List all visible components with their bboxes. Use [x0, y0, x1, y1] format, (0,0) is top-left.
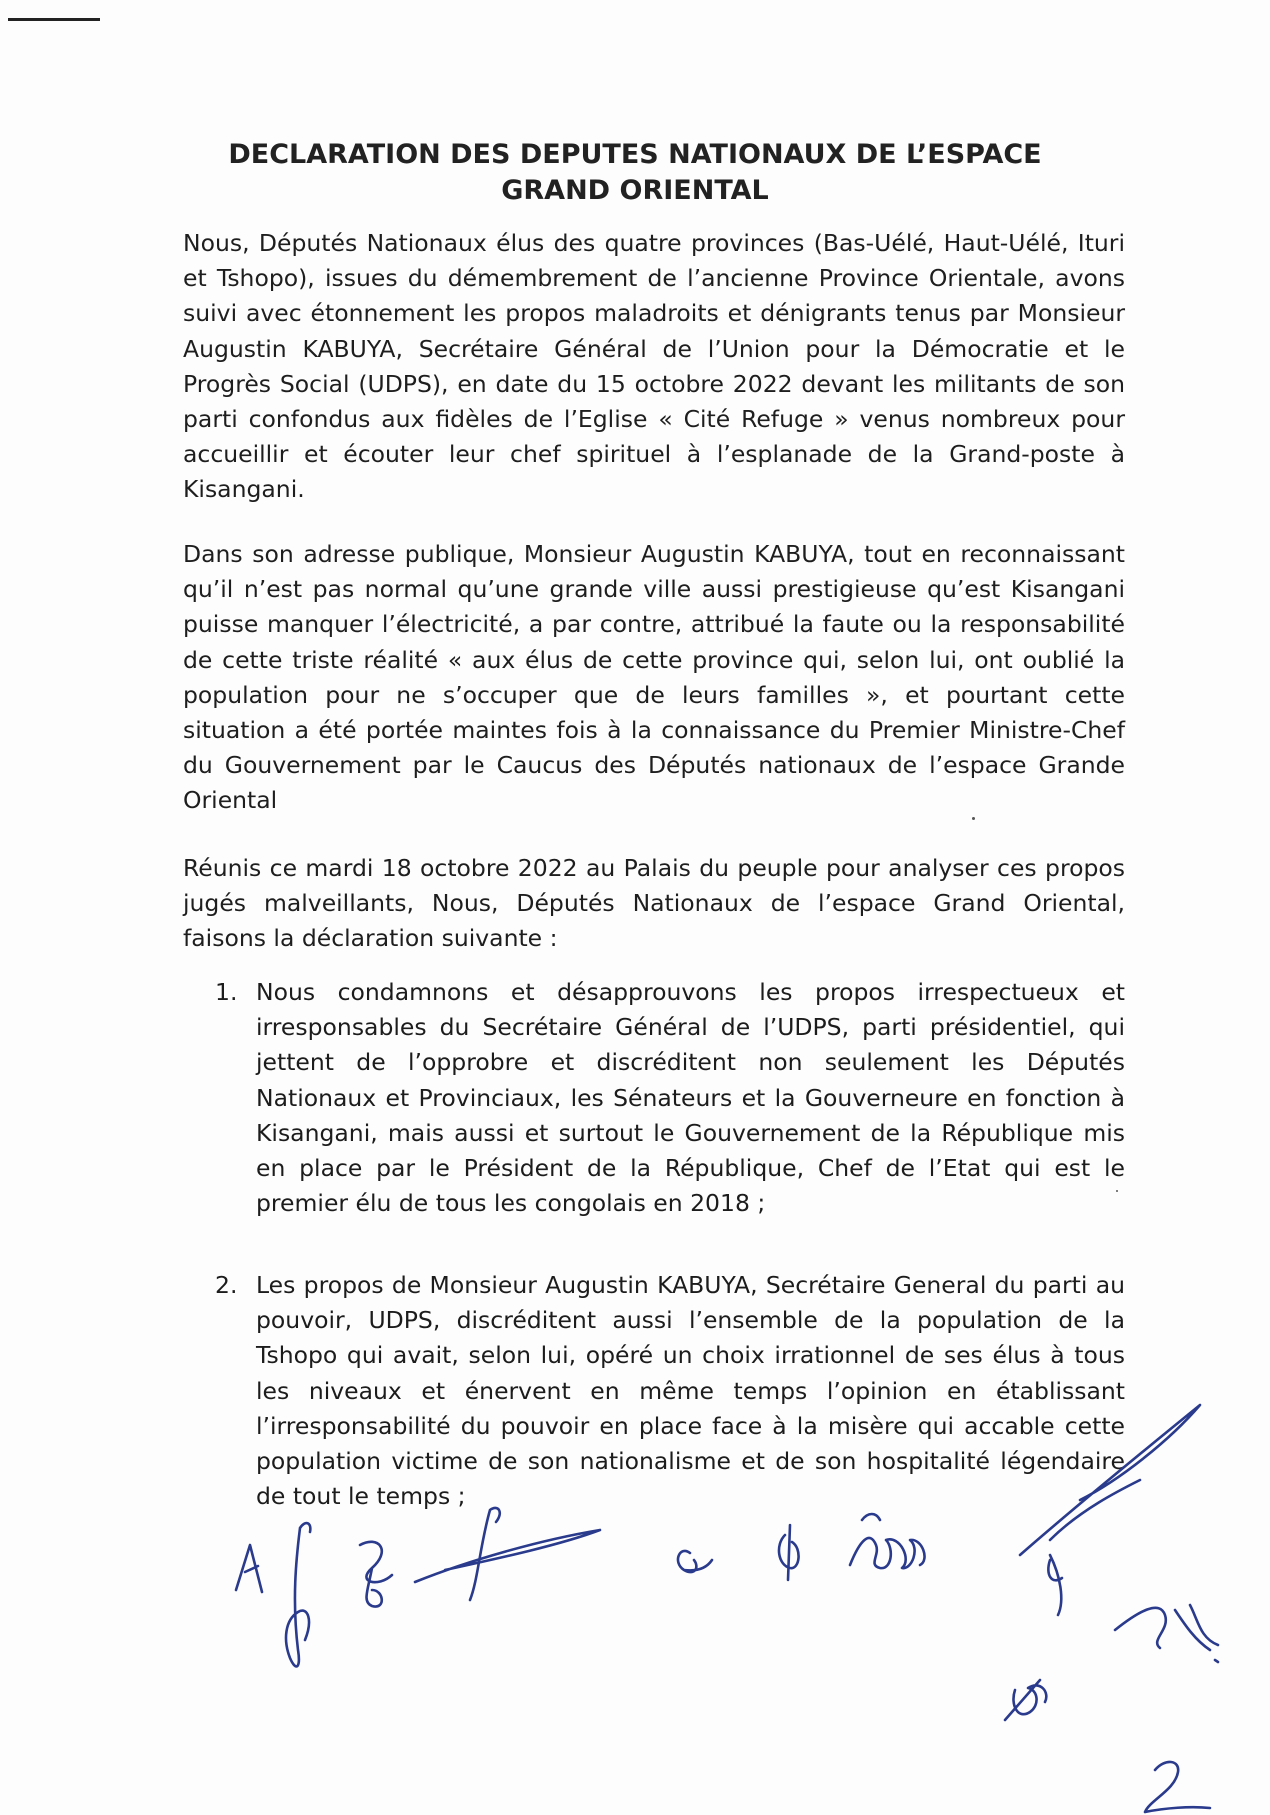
title-line-1: DECLARATION DES DEPUTES NATIONAUX DE L’ESPACE: [228, 139, 1042, 170]
signature-1: [236, 1545, 262, 1592]
signature-2: [286, 1523, 310, 1666]
signature-5: [678, 1551, 712, 1572]
scan-speck: [972, 817, 975, 820]
scan-speck: [1116, 1190, 1118, 1192]
signature-11: [1005, 1680, 1046, 1720]
signature-3: [360, 1542, 392, 1607]
list-item-number: 1.: [215, 978, 238, 1006]
title-line-2: GRAND ORIENTAL: [501, 175, 769, 206]
list-item-text: Les propos de Monsieur Augustin KABUYA, Secrétaire General du parti au pouvoir, UDPS, discréditent aussi l’ensemble de la population de la Tshopo qui avait, selon lui, opéré un choix irrationnel de ses élus à tous les niveaux et énervent en même temps l’opinion en établissant l’irresponsabilité du pouvoir en place face à la misère qui accable cette population victime de son nationalisme et de son hospitalité légendaire de tout le temps ;: [256, 1271, 1125, 1511]
signature-10: [1115, 1605, 1218, 1662]
signature-7: [850, 1514, 925, 1568]
list-item-number: 2.: [215, 1271, 238, 1299]
paragraph-meeting: Réunis ce mardi 18 octobre 2022 au Palais du peuple pour analyser ces propos jugés malveillants, Nous, Députés Nationaux de l’espace Grand Oriental, faisons la déclaration suivante :: [183, 854, 1125, 953]
signature-4: [415, 1508, 600, 1600]
document-title: [150, 137, 1120, 209]
signature-12: [1145, 1762, 1210, 1812]
scan-corner-mark: [8, 18, 100, 21]
signature-6: [779, 1525, 799, 1580]
list-item-text: Nous condamnons et désapprouvons les propos irrespectueux et irresponsables du Secrétaire Général de l’UDPS, parti présidentiel, qui jettent de l’opprobre et discréditent non seulement les Députés Nationaux et Provinciaux, les Sénateurs et la Gouverneure en fonction à Kisangani, mais aussi et surtout le Gouvernement de la République mis en place par le Président de la République, Chef de l’Etat qui est le premier élu de tous les congolais en 2018 ;: [256, 978, 1125, 1218]
signature-9: [1048, 1555, 1062, 1615]
paragraph-introduction: Nous, Députés Nationaux élus des quatre provinces (Bas-Uélé, Haut-Uélé, Ituri et Tshopo), issues du démembrement de l’ancienne Province Orientale, avons suivi avec étonnement les propos maladroits et dénigrants tenus par Monsieur Augustin KABUYA, Secrétaire Général de l’Union pour la Démocratie et le Progrès Social (UDPS), en date du 15 octobre 2022 devant les militants de son parti confondus aux fidèles de l’Eglise « Cité Refuge » venus nombreux pour accueillir et écouter leur chef spirituel à l’esplanade de la Grand-poste à Kisangani.: [183, 229, 1125, 504]
paragraph-public-address: Dans son adresse publique, Monsieur Augustin KABUYA, tout en reconnaissant qu’il n’est pas normal qu’une grande ville aussi prestigieuse qu’est Kisangani puisse manquer l’électricité, a par contre, attribué la faute ou la responsabilité de cette triste réalité « aux élus de cette province qui, selon lui, ont oublié la population pour ne s’occuper que de leurs familles », et pourtant cette situation a été portée maintes fois à la connaissance du Premier Ministre-Chef du Gouvernement par le Caucus des Députés nationaux de l’espace Grande Oriental: [183, 540, 1125, 815]
